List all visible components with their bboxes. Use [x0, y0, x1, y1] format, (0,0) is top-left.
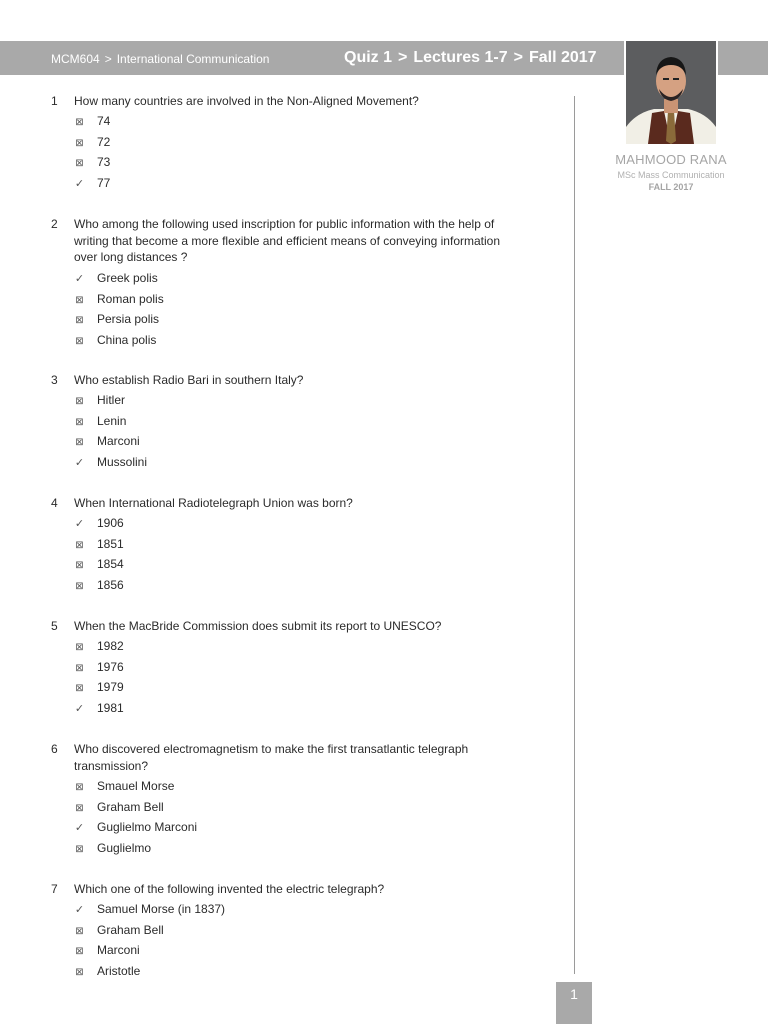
author-photo	[626, 41, 716, 144]
boxed-x-icon: ⊠	[75, 117, 84, 128]
option-item	[74, 555, 124, 573]
option-item	[74, 921, 164, 939]
option-text: Smauel Morse	[97, 779, 175, 793]
boxed-x-icon: ⊠	[75, 966, 84, 978]
option-item	[74, 391, 126, 409]
page-number: 1	[556, 982, 592, 1024]
option-item	[74, 514, 124, 532]
boxed-x-icon: ⊠	[75, 294, 84, 306]
boxed-x-icon: ⊠	[75, 560, 84, 571]
option-item	[74, 290, 164, 308]
option-text: 77	[97, 175, 111, 190]
quiz-label: Quiz 1	[344, 49, 393, 66]
option-text: 1982	[97, 639, 124, 653]
check-mark-icon: ✓	[74, 702, 85, 715]
check-mark-icon: ✓	[74, 518, 85, 530]
boxed-x-icon: ⊠	[75, 642, 84, 653]
option-item	[74, 777, 175, 795]
option-text: Graham Bell	[97, 922, 164, 937]
option-text: 1976	[97, 659, 124, 674]
question-number: 5	[51, 619, 58, 633]
option-item	[74, 839, 152, 857]
option-text: Greek polis	[97, 271, 158, 285]
boxed-x-icon: ⊠	[75, 437, 84, 448]
question-number: 3	[51, 373, 58, 387]
author-degree: MSc Mass Communication	[617, 170, 725, 180]
boxed-x-icon: ⊠	[75, 843, 84, 855]
option-item	[74, 818, 198, 836]
boxed-x-icon: ⊠	[75, 662, 84, 674]
option-text: Mussolini	[97, 454, 148, 469]
option-text: 1854	[97, 557, 124, 571]
option-text: Guglielmo	[97, 840, 152, 855]
option-text: 1906	[97, 516, 124, 530]
check-mark-icon: ✓	[74, 456, 85, 469]
option-text: Lenin	[97, 413, 127, 428]
option-text: 1979	[97, 680, 124, 694]
question-number: 6	[51, 742, 58, 756]
boxed-x-icon: ⊠	[75, 335, 84, 347]
option-item	[74, 153, 111, 171]
question-text: Who establish Radio Bari in southern Italy?	[74, 373, 304, 387]
option-text: 1981	[97, 700, 124, 715]
option-text: Hitler	[97, 393, 126, 407]
option-item	[74, 962, 141, 980]
option-text: 73	[97, 155, 111, 169]
option-item	[74, 699, 124, 717]
breadcrumb-separator: >	[104, 52, 112, 66]
option-item	[74, 900, 226, 918]
boxed-x-icon: ⊠	[75, 158, 84, 169]
option-text: Guglielmo Marconi	[97, 820, 198, 834]
option-item	[74, 678, 124, 696]
option-text: 72	[97, 134, 111, 149]
option-item	[74, 310, 160, 328]
title-separator: >	[513, 49, 523, 66]
question-number: 2	[51, 217, 58, 231]
question-text: Who discovered electromagnetism to make the first transatlantic telegraph transmission?	[74, 742, 469, 773]
option-item	[74, 112, 111, 130]
option-text: 1856	[97, 577, 124, 592]
option-item	[74, 133, 111, 151]
option-text: Graham Bell	[97, 799, 164, 814]
boxed-x-icon: ⊠	[75, 946, 84, 957]
check-mark-icon: ✓	[74, 904, 85, 916]
author-photo-frame	[624, 41, 718, 145]
check-mark-icon: ✓	[74, 822, 85, 834]
option-item	[74, 432, 140, 450]
boxed-x-icon: ⊠	[75, 580, 84, 592]
boxed-x-icon: ⊠	[75, 802, 84, 814]
option-text: Marconi	[97, 434, 140, 448]
term-label: Fall 2017	[528, 49, 597, 66]
author-name: MAHMOOD RANA	[615, 152, 727, 167]
author-portrait-illustration	[626, 41, 716, 144]
quiz-title	[344, 41, 597, 75]
question-text: Who among the following used inscription for public information with the help of writing that become a more flexible and efficient means of conveying information over long distances ?	[74, 217, 501, 264]
option-item	[74, 453, 148, 471]
option-item	[74, 798, 164, 816]
option-text: Persia polis	[97, 312, 160, 326]
course-code: MCM604	[51, 52, 100, 66]
option-item	[74, 941, 140, 959]
column-divider	[574, 96, 575, 974]
option-text: 1851	[97, 536, 124, 551]
boxed-x-icon: ⊠	[75, 539, 84, 551]
check-mark-icon: ✓	[74, 273, 85, 285]
boxed-x-icon: ⊠	[75, 137, 84, 149]
title-separator: >	[398, 49, 408, 66]
option-item	[74, 412, 127, 430]
option-item	[74, 576, 124, 594]
question-text: How many countries are involved in the Non-Aligned Movement?	[74, 94, 419, 108]
question-text: When International Radiotelegraph Union was born?	[74, 496, 353, 510]
question-number: 1	[51, 94, 58, 108]
boxed-x-icon: ⊠	[75, 396, 84, 407]
question-number: 4	[51, 496, 58, 510]
option-item	[74, 535, 124, 553]
course-breadcrumb	[51, 41, 269, 75]
boxed-x-icon: ⊠	[75, 315, 84, 326]
boxed-x-icon: ⊠	[75, 683, 84, 694]
course-name: International Communication	[116, 52, 270, 66]
question-text: Which one of the following invented the electric telegraph?	[74, 882, 385, 896]
option-item	[74, 637, 124, 655]
author-term: FALL 2017	[648, 182, 694, 192]
option-text: Marconi	[97, 943, 140, 957]
boxed-x-icon: ⊠	[75, 782, 84, 793]
option-text: Roman polis	[97, 291, 164, 306]
option-item	[74, 269, 158, 287]
option-item	[74, 174, 111, 192]
question-text: When the MacBride Commission does submit its report to UNESCO?	[74, 619, 442, 633]
option-text: China polis	[97, 332, 157, 347]
lectures-label: Lectures 1-7	[413, 49, 508, 66]
option-text: Aristotle	[97, 963, 141, 978]
option-item	[74, 331, 157, 349]
boxed-x-icon: ⊠	[75, 416, 84, 428]
boxed-x-icon: ⊠	[75, 925, 84, 937]
question-number: 7	[51, 882, 58, 896]
check-mark-icon: ✓	[74, 177, 85, 190]
option-item	[74, 658, 124, 676]
option-text: Samuel Morse (in 1837)	[97, 902, 226, 916]
option-text: 74	[97, 114, 111, 128]
